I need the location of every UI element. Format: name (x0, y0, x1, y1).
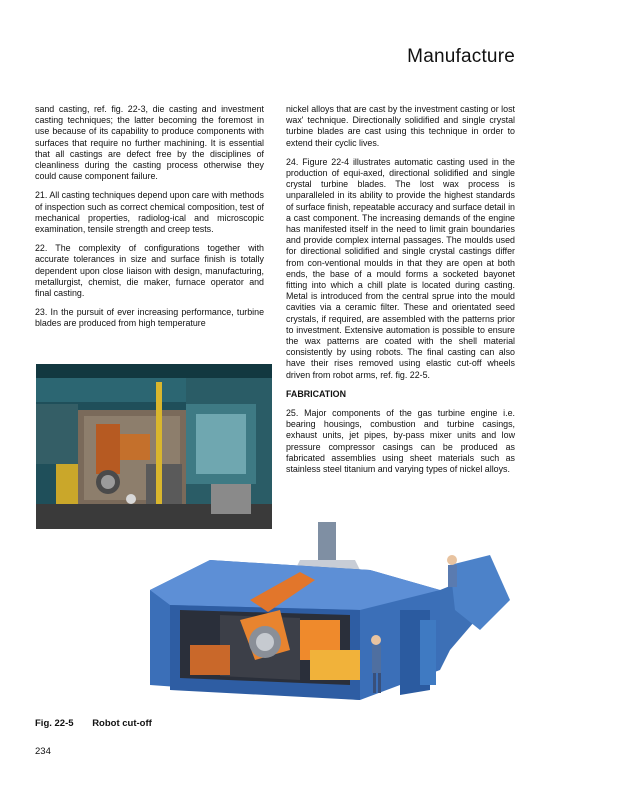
paragraph: sand casting, ref. fig. 22-3, die casting and investment casting techniques; the latter becoming the foremost in use because of its capability to produce components with surfaces that require no further machining. It is essential that all castings are defect free by the disciplines of cleanliness during the casting process otherwise they could cause component failure. (35, 104, 264, 182)
page-number: 234 (35, 746, 51, 757)
section-heading: FABRICATION (286, 388, 346, 399)
robot-cell-photo (36, 364, 272, 529)
left-column (35, 104, 264, 338)
figure-title: Robot cut-off (92, 718, 152, 729)
robot-cutoff-illustration (150, 520, 515, 705)
paragraph: 25. Major components of the gas turbine engine i.e. bearing housings, combustion and turbine casings, exhaust units, jet pipes, by-pass mixer units and low pressure compressor casings can be produced as fabricated assemblies using sheet materials such as stainless steel titanium and varying types of nickel alloys. (286, 408, 515, 475)
paragraph: 23. In the pursuit of ever increasing performance, turbine blades are produced from high temperature (35, 307, 264, 329)
section-title: Manufacture (407, 46, 515, 67)
figure-number: Fig. 22-5 (35, 718, 74, 729)
figure-caption (35, 718, 152, 729)
paragraph: 24. Figure 22-4 illustrates automatic casting used in the production of equi-axed, directional solidified and single crystal turbine blades. The lost wax process is unparalleled in its ability to provide the highest standards of surface finish, repeatable accuracy and surface detail in a cast component. The increasing demands of the engine has manifested itself in the need to limit grain boundaries and provide complex internal passages. The moulds used for directional solidified and single crystal castings differ from con-ventional moulds in that they are open at both ends, the base of a mould forms a socketed bayonet fitting into which a chill plate is located during casting. Metal is introduced from the central sprue into the mould cavities via a ceramic filter. These and orientated seed crystals, if required, are assembled with the patterns prior to investment. Extensive automation is possible to ensure the wax patterns are coated with the shell material consistently by using robots. The final casting can also have their rises removed using elastic cut-off wheels driven from robot arms, ref. fig. 22-5. (286, 156, 515, 380)
paragraph: 21. All casting techniques depend upon care with methods of inspection such as correct chemical composition, test of mechanical properties, radiolog-ical and microscopic examination, tensile strength and creep tests. (35, 190, 264, 235)
right-column (286, 104, 515, 483)
paragraph: 22. The complexity of configurations together with accurate tolerances in size and surface finish is totally dependent upon close liaison with design, manufacturing, metallurgist, chemist, die maker, furnace operator and final casting. (35, 243, 264, 299)
paragraph: nickel alloys that are cast by the investment casting or lost wax' technique. Directionally solidified and single crystal turbine blades are cast using this technique in order to extend their cyclic lives. (286, 104, 515, 148)
